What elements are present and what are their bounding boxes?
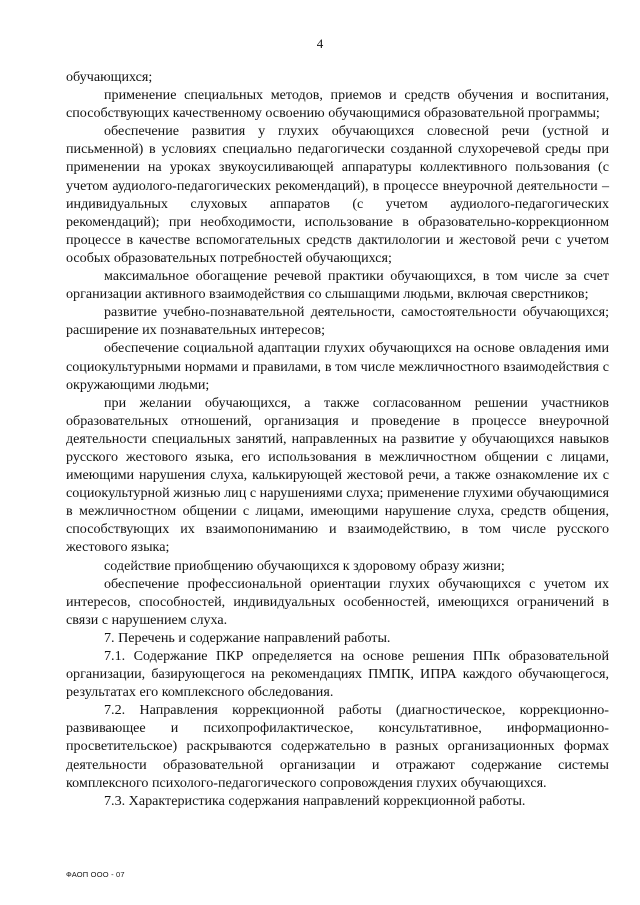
page-number: 4 bbox=[316, 36, 324, 51]
footer-document-code: ФАОП ООО - 07 bbox=[66, 870, 125, 879]
paragraph: при желании обучающихся, а также согласованном решении участников образовательных отношений, организация и проведение в процессе внеурочной деятельности специальных занятий, направленных на развитие у обучающихся навыков русского жестового языка, его использования в межличностном общении с лицами, имеющими нарушения слуха, калькирующей жестовой речи, а также ознакомление их с социокультурной жизнью лиц с нарушениями слуха; применение глухими обучающимися в межличностном общении с лицами, имеющими нарушение слуха, средств общения, способствующих их взаимопониманию и взаимодействию, в том числе русского жестового языка; bbox=[66, 394, 609, 556]
paragraph: обучающихся; bbox=[66, 69, 153, 85]
paragraph: обеспечение социальной адаптации глухих обучающихся на основе овладения ими социокультурными нормами и правилами, в том числе межличностного взаимодействия с окружающими людьми; bbox=[66, 340, 609, 393]
paragraph: обеспечение развития у глухих обучающихся словесной речи (устной и письменной) в условиях специально педагогически созданной слухоречевой среды при применении на уроках звукоусиливающей аппаратуры коллективного пользования (с учетом аудиолого-педагогических рекомендаций), в процессе внеурочной деятельности – индивидуальных слуховых аппаратов (с учетом аудиолого-педагогических рекомендаций); при необходимости, использование в образовательно-коррекционном процессе в качестве вспомогательных средств дактилологии и жестовой речи с учетом особых образовательных потребностей обучающихся; bbox=[66, 123, 609, 266]
body-text bbox=[66, 68, 609, 810]
paragraph: содействие приобщению обучающихся к здоровому образу жизни; bbox=[104, 557, 505, 574]
paragraph: применение специальных методов, приемов и средств обучения и воспитания, способствующих качественному освоению обучающимися образовательной программы; bbox=[66, 87, 609, 122]
paragraph: обеспечение профессиональной ориентации глухих обучающихся с учетом их интересов, способностей, индивидуальных особенностей, имеющихся ограничений в связи с нарушением слуха. bbox=[66, 575, 609, 628]
paragraph: 7.1. Содержание ПКР определяется на основе решения ППк образовательной организации, базирующегося на рекомендациях ПМПК, ИПРА каждого обучающегося, результатах его комплексного обследования. bbox=[66, 648, 609, 701]
paragraph: 7.3. Характеристика содержания направлений коррекционной работы. bbox=[104, 792, 526, 809]
paragraph: развитие учебно-познавательной деятельности, самостоятельности обучающихся; расширение их познавательных интересов; bbox=[66, 304, 609, 339]
section-heading: 7. Перечень и содержание направлений работы. bbox=[104, 629, 391, 646]
paragraph: 7.2. Направления коррекционной работы (диагностическое, коррекционно-развивающее и психопрофилактическое, консультативное, информационно-просветительское) раскрываются содержательно в разных организационных формах деятельности образовательной организации и отражают содержание системы комплексного психолого-педагогического сопровождения глухих обучающихся. bbox=[66, 702, 609, 791]
paragraph: максимальное обогащение речевой практики обучающихся, в том числе за счет организации активного взаимодействия со слышащими людьми, включая сверстников; bbox=[66, 268, 609, 303]
